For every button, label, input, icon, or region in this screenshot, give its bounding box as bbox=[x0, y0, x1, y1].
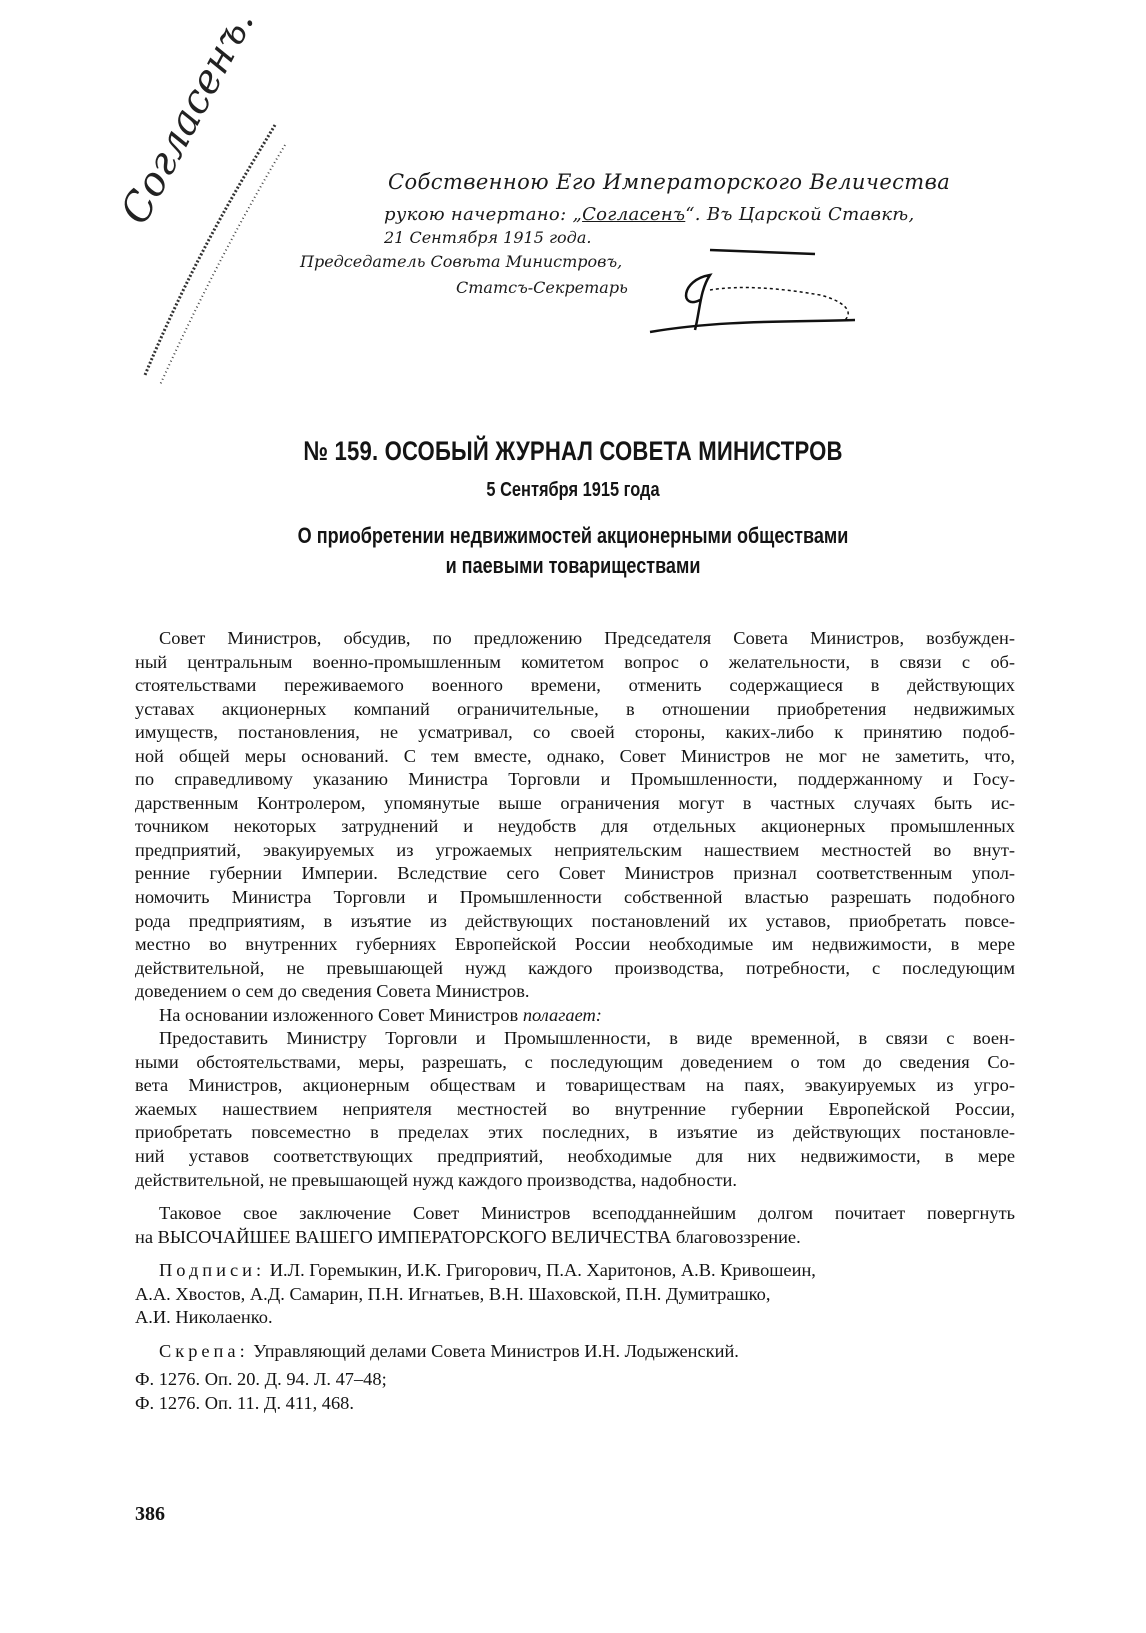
resolution-chairman-title: Председатель Совѣта Министровъ, bbox=[300, 252, 623, 271]
signature-icon bbox=[640, 240, 880, 340]
imperial-margin-note: Согласенъ. bbox=[112, 1, 264, 232]
reference-line: Ф. 1276. Оп. 11. Д. 411, 468. bbox=[135, 1393, 354, 1413]
body-line: стоятельствами переживаемого военного времени, отменить содержащиеся в действующих bbox=[135, 675, 1015, 696]
body-line: уставах акционерных компаний ограничительные, в отношении приобретения недвижимых bbox=[135, 698, 1015, 719]
body-line: вета Министров, акционерным обществам и товариществам на паях, эвакуируемых из угро- bbox=[135, 1075, 1015, 1096]
skrepa-text: Управляющий делами Совета Министров И.Н. Лодыженский. bbox=[253, 1340, 739, 1361]
body-line: рода предприятиям, в изъятие из действующих постановлений их уставов, приобретать повсе- bbox=[135, 910, 1015, 931]
body-line: Совет Министров, обсудив, по предложению Председателя Совета Министров, возбужден- bbox=[159, 628, 1015, 648]
resolution-line-1: Собственною Его Императорского Величества bbox=[388, 170, 951, 194]
resolution-keyword: полагает: bbox=[522, 1004, 602, 1025]
paragraph-1 bbox=[135, 627, 1015, 1004]
body-line: дарственным Контролером, упомянутые выше ограничения могут в частных случаях быть ис- bbox=[135, 792, 1015, 813]
resolution-text: рукою начертано: „ bbox=[384, 204, 583, 225]
signatures-block bbox=[135, 1259, 1015, 1330]
resolution-date: 21 Сентября 1915 года. bbox=[384, 228, 592, 247]
body-line: ренние губернии Империи. Вследствие сего Совет Министров признал соответственным упол- bbox=[135, 863, 1015, 884]
body-line: действительной, не превышающей нужд каждого производства, надобности. bbox=[135, 1169, 737, 1190]
resolution-text: “. Въ Царской Ставкѣ, bbox=[685, 204, 915, 225]
resolution-underlined-word: Согласенъ bbox=[582, 204, 686, 225]
body-line: доведением о сем до сведения Совета Министров. bbox=[135, 981, 530, 1002]
document-date: 5 Сентября 1915 года bbox=[486, 479, 660, 501]
document-title: № 159. ОСОБЫЙ ЖУРНАЛ СОВЕТА МИНИСТРОВ bbox=[303, 436, 843, 466]
body-line: на ВЫСОЧАЙШЕЕ ВАШЕГО ИМПЕРАТОРСКОГО ВЕЛИЧЕСТВА благовоззрение. bbox=[135, 1226, 801, 1247]
paragraph-3 bbox=[135, 1027, 1015, 1192]
body-line: точником некоторых затруднений и неудобств для отдельных акционерных промышленных bbox=[135, 816, 1015, 837]
body-line: Таковое свое заключение Совет Министров всеподданнейшим долгом почитает повергнуть bbox=[159, 1203, 1015, 1224]
skrepa-block bbox=[135, 1340, 1015, 1364]
signatures-names: И.Л. Горемыкин, И.К. Григорович, П.А. Харитонов, А.В. Кривошеин, bbox=[269, 1260, 816, 1281]
body-line: жаемых нашествием неприятеля местностей во внутренние губернии Европейской России, bbox=[135, 1098, 1015, 1119]
body-line: номочить Министра Торговли и Промышленности собственной властью разрешать подобного bbox=[135, 887, 1015, 908]
body-line: А.А. Хвостов, А.Д. Самарин, П.Н. Игнатьев, В.Н. Шаховской, П.Н. Думитрашко, bbox=[135, 1283, 771, 1304]
body-text: На основании изложенного Совет Министров bbox=[159, 1004, 523, 1025]
document-subject-line-1: О приобретении недвижимостей акционерными обществами bbox=[297, 523, 849, 548]
document-subject-line-2: и паевыми товариществами bbox=[445, 553, 701, 578]
paragraph-4 bbox=[135, 1202, 1015, 1249]
skrepa-label: Скрепа: bbox=[159, 1340, 249, 1361]
reference-line: Ф. 1276. Оп. 20. Д. 94. Л. 47–48; bbox=[135, 1369, 387, 1389]
body-line: приобретать повсеместно в пределах этих последних, в изъятие из действующих постановле- bbox=[135, 1122, 1015, 1143]
body-line: ными обстоятельствами, меры, разрешать, с последующим доведением о том до сведения Со- bbox=[135, 1051, 1015, 1072]
body-line: Предоставить Министру Торговли и Промышленности, в виде временной, в связи с воен- bbox=[159, 1028, 1015, 1049]
body-line: имуществ, постановления, не усматривал, со своей стороны, каких-либо к принятию подоб- bbox=[135, 722, 1015, 743]
body-line: ный центральным военно-промышленным комитетом вопрос о желательности, в связи с об- bbox=[135, 651, 1015, 672]
body-line: местно во внутренних губерниях Европейской России необходимые им недвижимости, в мере bbox=[135, 934, 1015, 955]
body-line: ний уставов соответствующих предприятий, необходимые для них недвижимости, в мере bbox=[135, 1146, 1015, 1167]
body-line bbox=[135, 1259, 1015, 1283]
body-line: предприятий, эвакуируемых из угрожаемых неприятельским нашествием местностей во внут- bbox=[135, 839, 1015, 860]
page-number: 386 bbox=[135, 1503, 165, 1525]
document-body bbox=[135, 627, 1015, 1363]
archival-references bbox=[135, 1367, 387, 1415]
signatures-label: Подписи: bbox=[159, 1260, 266, 1281]
body-line: действительной, не превышающей нужд каждого производства, потребности, с последующим bbox=[135, 957, 1015, 978]
body-line: А.И. Николаенко. bbox=[135, 1307, 273, 1328]
resolution-secretary-title: Статсъ-Секретарь bbox=[456, 278, 628, 297]
body-line: ной общей меры оснований. С тем вместе, однако, Совет Министров не мог не заметить, что, bbox=[135, 745, 1015, 766]
paragraph-2 bbox=[135, 1004, 1015, 1028]
resolution-line-2 bbox=[384, 204, 915, 225]
body-line: по справедливому указанию Министра Торговли и Промышленности, поддержанному и Госу- bbox=[135, 769, 1015, 790]
